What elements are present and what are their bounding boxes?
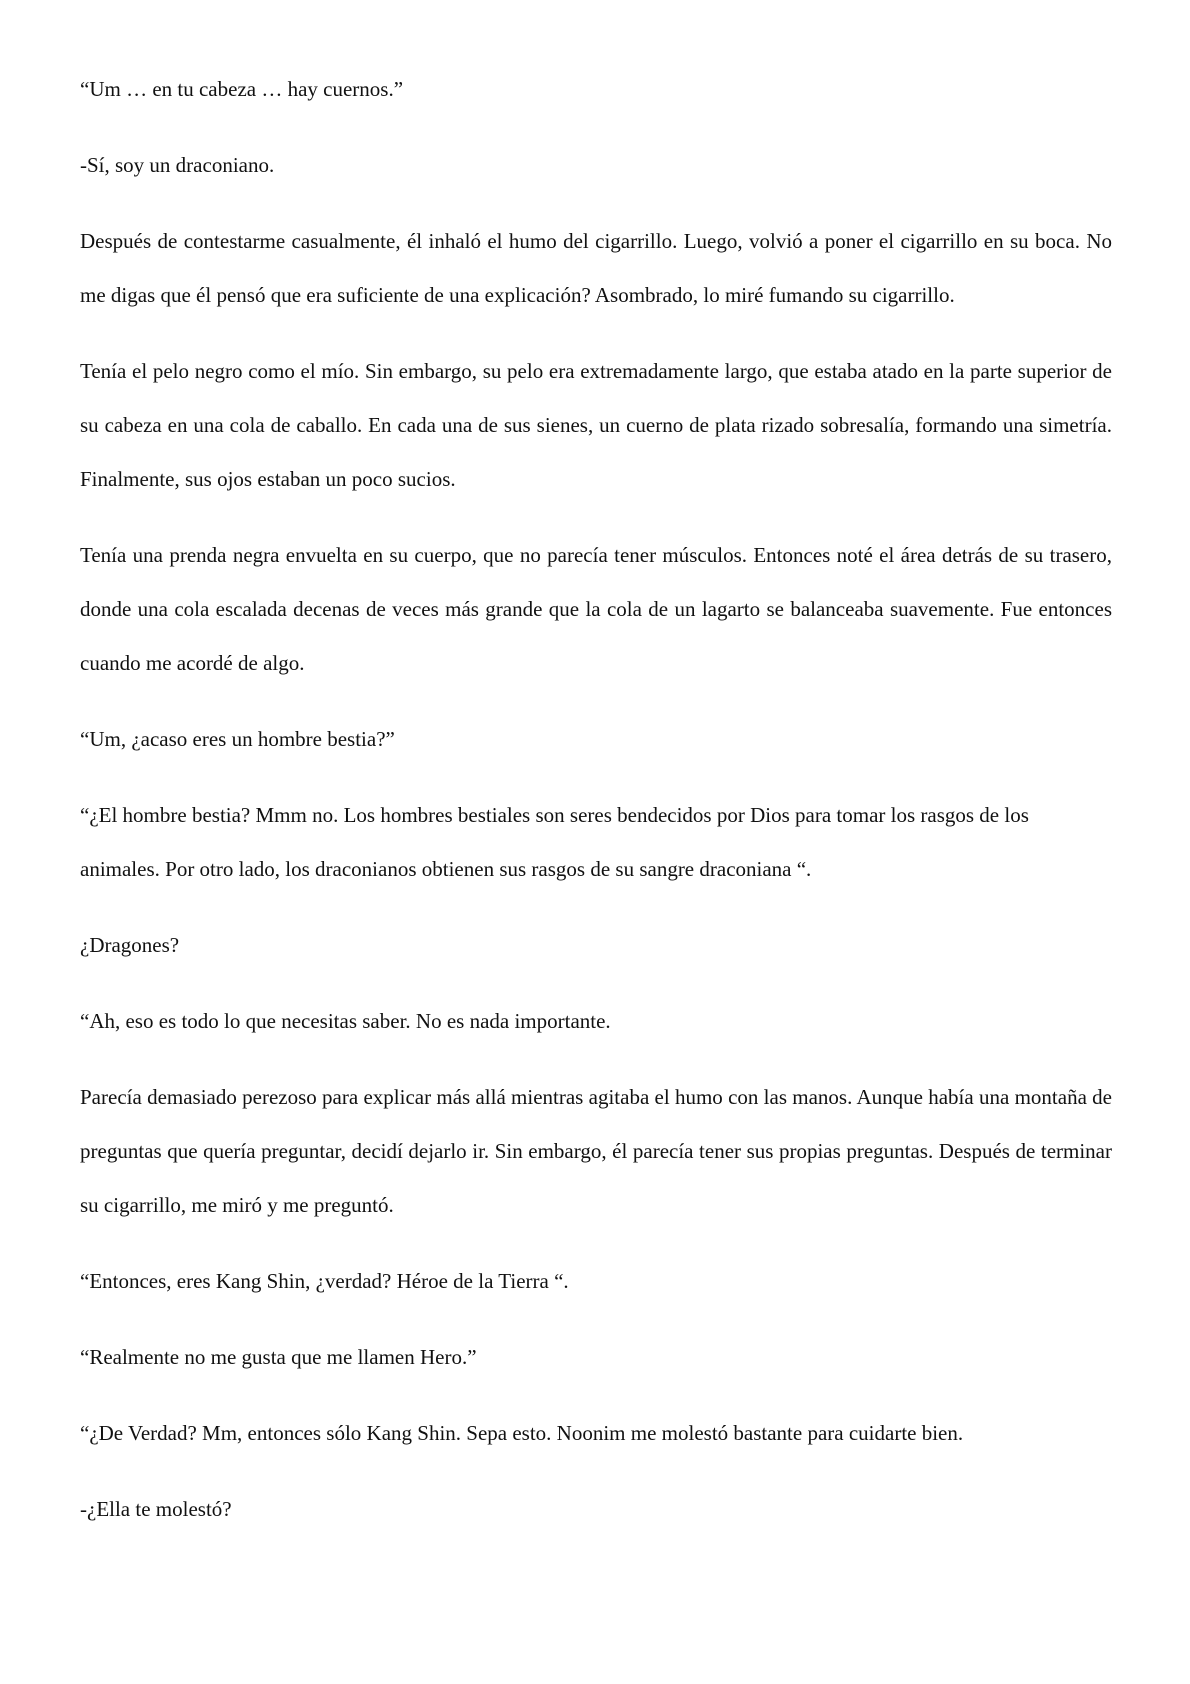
paragraph-12: “Realmente no me gusta que me llamen Hero.” — [80, 1345, 477, 1369]
document-page — [80, 62, 1112, 1558]
paragraph-3: Después de contestarme casualmente, él inhaló el humo del cigarrillo. Luego, volvió a poner el cigarrillo en su boca. No me digas que él pensó que era suficiente de una explicación? Asombrado, lo miré fumando su cigarrillo. — [80, 229, 1112, 307]
paragraph-2: -Sí, soy un draconiano. — [80, 153, 275, 177]
paragraph-8: ¿Dragones? — [80, 933, 180, 957]
paragraph-10: Parecía demasiado perezoso para explicar más allá mientras agitaba el humo con las manos. Aunque había una montaña de preguntas que quería preguntar, decidí dejarlo ir. Sin embargo, él parecía tener sus propias preguntas. Después de terminar su cigarrillo, me miró y me preguntó. — [80, 1085, 1112, 1217]
paragraph-5: Tenía una prenda negra envuelta en su cuerpo, que no parecía tener músculos. Entonces noté el área detrás de su trasero, donde una cola escalada decenas de veces más grande que la cola de un lagarto se balanceaba suavemente. Fue entonces cuando me acordé de algo. — [80, 543, 1112, 675]
paragraph-11: “Entonces, eres Kang Shin, ¿verdad? Héroe de la Tierra “. — [80, 1269, 569, 1293]
paragraph-9: “Ah, eso es todo lo que necesitas saber. No es nada importante. — [80, 1009, 611, 1033]
paragraph-4: Tenía el pelo negro como el mío. Sin embargo, su pelo era extremadamente largo, que estaba atado en la parte superior de su cabeza en una cola de caballo. En cada una de sus sienes, un cuerno de plata rizado sobresalía, formando una simetría. Finalmente, sus ojos estaban un poco sucios. — [80, 359, 1112, 491]
paragraph-1: “Um … en tu cabeza … hay cuernos.” — [80, 77, 404, 101]
paragraph-6: “Um, ¿acaso eres un hombre bestia?” — [80, 727, 395, 751]
paragraph-7: “¿El hombre bestia? Mmm no. Los hombres bestiales son seres bendecidos por Dios para tomar los rasgos de los animales. Por otro lado, los draconianos obtienen sus rasgos de su sangre draconiana “. — [80, 803, 1029, 881]
paragraph-13: “¿De Verdad? Mm, entonces sólo Kang Shin. Sepa esto. Noonim me molestó bastante para cuidarte bien. — [80, 1421, 964, 1445]
paragraph-14: -¿Ella te molestó? — [80, 1497, 232, 1521]
